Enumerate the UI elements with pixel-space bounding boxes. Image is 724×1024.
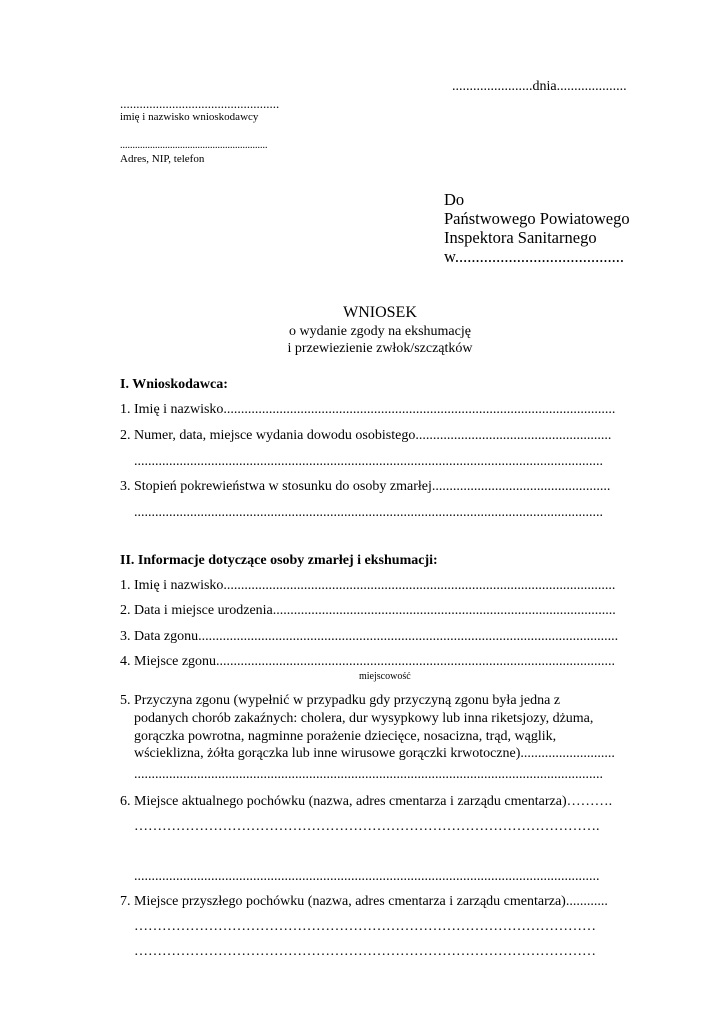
address-caption: Adres, NIP, telefon xyxy=(120,153,205,165)
s1-item-2-continuation: ...................................................................................................................................... xyxy=(134,454,603,469)
s2-item-5-continuation: ...................................................................................................................................... xyxy=(134,767,603,782)
address-dots: ........................................................... xyxy=(120,140,268,151)
s2-item-5-line-1: 5. Przyczyna zgonu (wypełnić w przypadku gdy przyczyną zgonu była jedna z xyxy=(120,693,561,708)
s1-item-2: 2. Numer, data, miejsce wydania dowodu osobistego........................................................ xyxy=(120,428,612,443)
s2-item-4: 4. Miejsce zgonu.................................................................................................................. xyxy=(120,654,616,669)
addressee-line-1: Do xyxy=(444,190,465,209)
document-subtitle-1: o wydanie zgody na ekshumację xyxy=(289,324,471,339)
s2-item-6: 6. Miejsce aktualnego pochówku (nazwa, adres cmentarza i zarządu cmentarza)………. xyxy=(120,794,613,809)
addressee-line-2: Państwowego Powiatowego xyxy=(444,209,630,228)
s1-item-1: 1. Imię i nazwisko................................................................................................................ xyxy=(120,402,616,417)
document-subtitle-2: i przewiezienie zwłok/szczątków xyxy=(287,341,473,356)
date-line: .......................dnia.................... xyxy=(452,79,627,94)
addressee-line-4: w......................................... xyxy=(444,247,624,266)
s2-item-4-caption: miejscowość xyxy=(359,671,411,682)
s2-item-5-line-3: gorączka powrotna, nagminne porażenie dziecięce, nosacizna, trąd, wąglik, xyxy=(134,729,557,744)
s1-item-3: 3. Stopień pokrewieństwa w stosunku do osoby zmarłej................................................... xyxy=(120,479,611,494)
s2-item-6-continuation-1: ………………………………………………………………………………………. xyxy=(134,819,600,834)
s2-item-7: 7. Miejsce przyszłego pochówku (nazwa, adres cmentarza i zarządu cmentarza)............ xyxy=(120,894,608,909)
s1-item-3-continuation: ...................................................................................................................................... xyxy=(134,505,603,520)
s2-item-1: 1. Imię i nazwisko................................................................................................................ xyxy=(120,578,616,593)
applicant-name-caption: imię i nazwisko wnioskodawcy xyxy=(120,111,259,123)
s2-item-7-continuation-1: ……………………………………………………………………………………… xyxy=(134,919,596,934)
section-1-heading: I. Wnioskodawca: xyxy=(120,377,228,392)
s2-item-6-continuation-2: ..................................................................................................................................... xyxy=(134,869,600,884)
section-2-heading: II. Informacje dotyczące osoby zmarłej i ekshumacji: xyxy=(120,553,438,568)
s2-item-2: 2. Data i miejsce urodzenia.................................................................................................. xyxy=(120,603,616,618)
addressee-line-3: Inspektora Sanitarnego xyxy=(444,228,597,247)
s2-item-3: 3. Data zgonu........................................................................................................................ xyxy=(120,629,619,644)
document-title: WNIOSEK xyxy=(343,304,417,321)
s2-item-5-line-2: podanych chorób zakaźnych: cholera, dur wysypkowy lub inna riketsjozy, dżuma, xyxy=(134,711,594,726)
applicant-name-dots: ................................................. xyxy=(120,96,280,111)
s2-item-5-line-4: wścieklizna, żółta gorączka lub inne wirusowe gorączki krwotoczne)........................... xyxy=(134,746,615,761)
s2-item-7-continuation-2: ……………………………………………………………………………………… xyxy=(134,944,596,959)
